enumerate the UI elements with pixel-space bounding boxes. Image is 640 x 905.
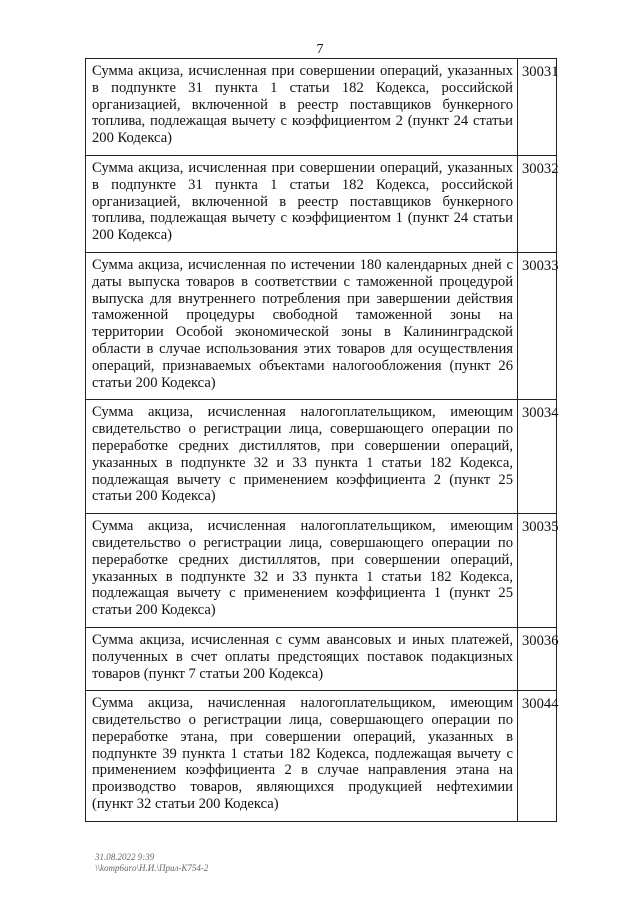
row-code: 30036 bbox=[518, 627, 557, 690]
row-code: 30035 bbox=[518, 514, 557, 628]
row-code: 30034 bbox=[518, 400, 557, 514]
row-description: Сумма акциза, исчисленная по истечении 180 календарных дней с даты выпуска товаров в соответствии с таможенной процедурой выпуска для внутреннего потребления при завершении действия таможенной процедуры свободной таможенной зоны на территории Особой экономической зоны в Калининградской области в случае использования этих товаров для осуществления операций, признаваемых объектами налогообложения (пункт 26 статьи 200 Кодекса) bbox=[86, 252, 518, 399]
table-row bbox=[86, 252, 557, 399]
row-description: Сумма акциза, исчисленная при совершении операций, указанных в подпункте 31 пункта 1 статьи 182 Кодекса, российской организацией, включенной в реестр поставщиков бункерного топлива, подлежащая вычету с коэффициентом 2 (пункт 24 статьи 200 Кодекса) bbox=[86, 59, 518, 156]
footer-file-path: \\komp6urо\Н.И.\Прил-К754-2 bbox=[95, 863, 209, 873]
row-description: Сумма акциза, исчисленная с сумм авансовых и иных платежей, полученных в счет оплаты предстоящих поставок подакцизных товаров (пункт 7 статьи 200 Кодекса) bbox=[86, 627, 518, 690]
row-description: Сумма акциза, исчисленная налогоплательщиком, имеющим свидетельство о регистрации лица, совершающего операции по переработке средних дистиллятов, при совершении операций, указанных в подпункте 32 и 33 пункта 1 статьи 182 Кодекса, подлежащая вычету с применением коэффициента 1 (пункт 25 статьи 200 Кодекса) bbox=[86, 514, 518, 628]
code-table bbox=[85, 58, 557, 822]
row-code: 30044 bbox=[518, 691, 557, 822]
document-footer bbox=[95, 852, 208, 874]
table-row bbox=[86, 400, 557, 514]
table-row bbox=[86, 59, 557, 156]
table-row bbox=[86, 155, 557, 252]
footer-timestamp: 31.08.2022 9:39 bbox=[95, 852, 155, 862]
table-row bbox=[86, 691, 557, 822]
row-description: Сумма акциза, исчисленная налогоплательщиком, имеющим свидетельство о регистрации лица, совершающего операции по переработке средних дистиллятов, при совершении операций, указанных в подпункте 32 и 33 пункта 1 статьи 182 Кодекса, подлежащая вычету с применением коэффициента 2 (пункт 25 статьи 200 Кодекса) bbox=[86, 400, 518, 514]
table-row bbox=[86, 627, 557, 690]
row-description: Сумма акциза, исчисленная при совершении операций, указанных в подпункте 31 пункта 1 статьи 182 Кодекса, российской организацией, включенной в реестр поставщиков бункерного топлива, подлежащая вычету с коэффициентом 1 (пункт 24 статьи 200 Кодекса) bbox=[86, 155, 518, 252]
row-description: Сумма акциза, начисленная налогоплательщиком, имеющим свидетельство о регистрации лица, совершающего операции по переработке этана, при совершении операций, указанных в подпункте 39 пункта 1 статьи 182 Кодекса, подлежащая вычету с применением коэффициента 2 в случае направления этана на производство товаров, являющихся продукцией нефтехимии (пункт 32 статьи 200 Кодекса) bbox=[86, 691, 518, 822]
row-code: 30031 bbox=[518, 59, 557, 156]
row-code: 30033 bbox=[518, 252, 557, 399]
row-code: 30032 bbox=[518, 155, 557, 252]
page-number: 7 bbox=[316, 42, 324, 57]
table-row bbox=[86, 514, 557, 628]
